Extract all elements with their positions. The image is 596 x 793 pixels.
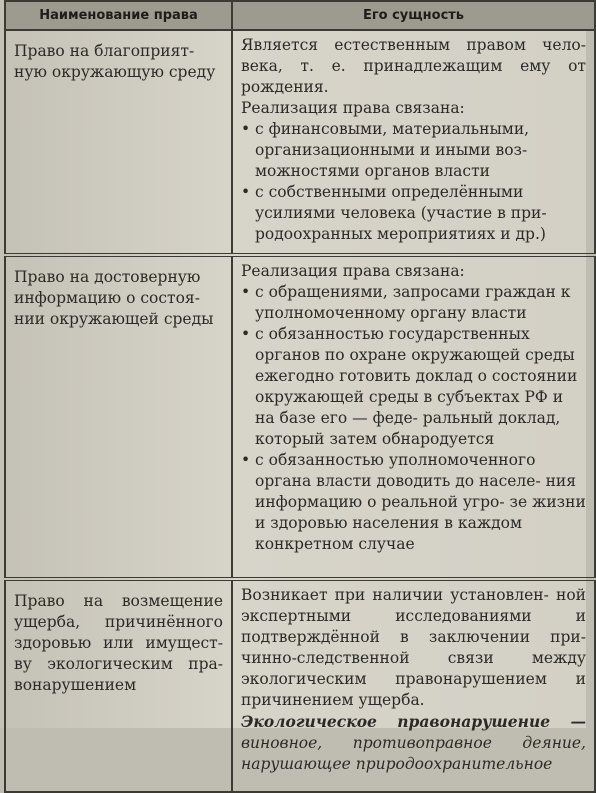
list-item: • с финансовыми, материальными, организационными и иными воз- можностями органов власти [241, 119, 586, 182]
essence-paragraph: Является естественным правом чело- века, т. е. принадлежащим ему от рождения. [241, 36, 586, 96]
right-name: Право на возмещение ущерба, причинённого здоровью или имущест- ву экологическим пра- вонарушением [14, 592, 223, 694]
right-name-cell [5, 30, 232, 255]
table-row [5, 579, 595, 792]
list-item: • с обязанностью уполномоченного органа власти доводить до населе- ния информацию о реальной угро- зе жизни и здоровью населения в каждом конкретном случае [241, 450, 586, 555]
table-header-row [5, 1, 595, 30]
definition-body: виновное, противоправное деяние, нарушающее природоохранительное [241, 734, 586, 773]
table-row [5, 30, 595, 255]
essence-paragraph: Реализация права связана: [241, 99, 465, 117]
table-row [5, 255, 595, 579]
list-item: • с собственными определёнными усилиями человека (участие в при- родоохранных мероприятиях и др.) [241, 182, 586, 245]
essence-paragraph: Возникает при наличии установлен- ной экспертными исследованиями и подтверждённой в заключении при- чинно-следственной связи между экологическим правонарушением и причинением ущерба. [241, 586, 586, 709]
definition [241, 711, 586, 775]
essence-list [241, 119, 586, 245]
right-name: Право на благоприят- ную окружающую среду [14, 42, 216, 81]
essence-list [241, 282, 586, 555]
list-item: • с обращениями, запросами граждан к уполномоченному органу власти [241, 282, 586, 324]
essence-cell [232, 30, 595, 255]
rights-table [4, 0, 596, 793]
essence-cell [232, 579, 595, 792]
definition-term: Экологическое правонарушение — [241, 712, 586, 731]
right-name-cell [5, 579, 232, 792]
header-essence: Его сущность [232, 1, 595, 30]
essence-paragraph: Реализация права связана: [241, 262, 465, 280]
right-name-cell [5, 255, 232, 579]
essence-cell [232, 255, 595, 579]
right-name: Право на достоверную информацию о состоя- нии окружающей среды [14, 268, 214, 328]
list-item: • с обязанностью государственных органов по охране окружающей среды ежегодно готовить доклад о состоянии окружающей среды в субъектах РФ и на базе его — феде- ральный доклад, который затем обнародуется [241, 324, 586, 450]
header-right-name: Наименование права [5, 1, 232, 30]
